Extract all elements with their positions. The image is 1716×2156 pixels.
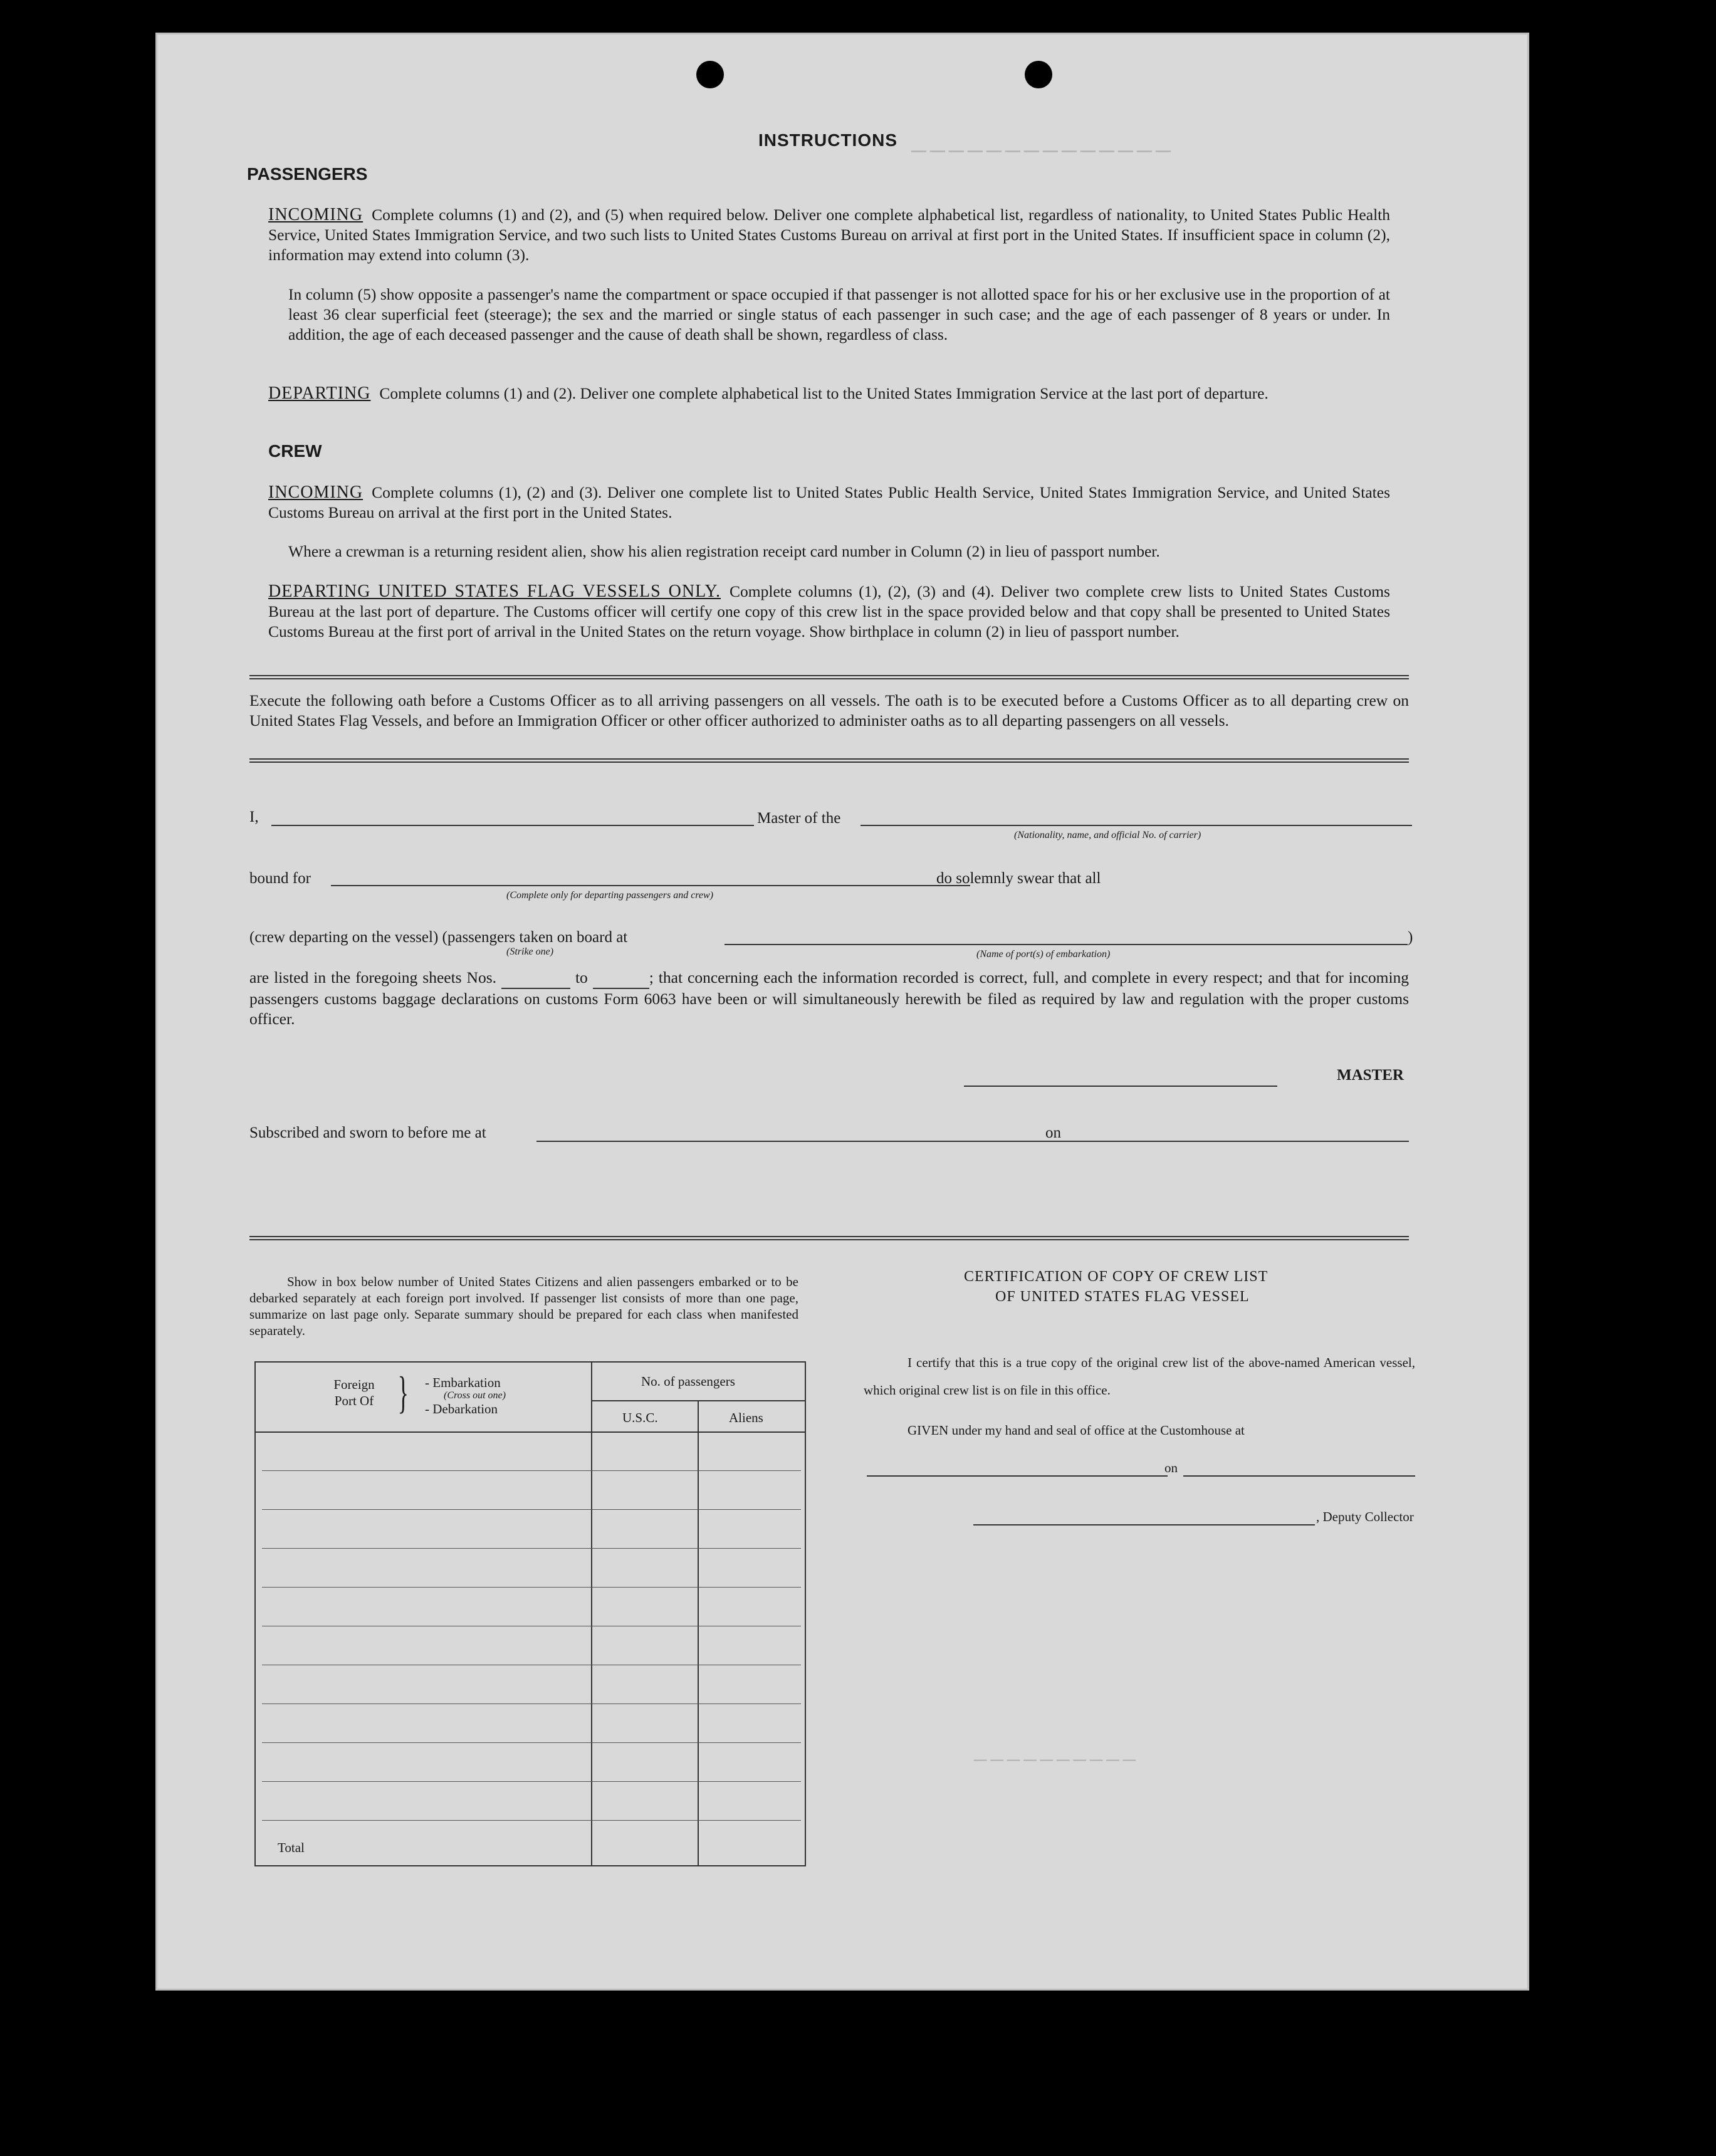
table-row [262, 1820, 801, 1821]
passengers-departing-text: Complete columns (1) and (2). Deliver one complete alphabetical list to the United States Immigration Service at the last port of departure. [379, 384, 1269, 402]
table-row [262, 1703, 801, 1704]
certification-date-field[interactable] [1183, 1475, 1415, 1477]
passengers-heading: PASSENGERS [247, 164, 368, 184]
listed-to: to [575, 968, 588, 986]
given-text: GIVEN under my hand and seal of office at the Customhouse at [908, 1423, 1245, 1438]
sheet-to-field[interactable] [593, 968, 649, 989]
section-rule [249, 675, 1409, 679]
table-row [262, 1742, 801, 1743]
column5-paragraph: In column (5) show opposite a passenger's name the compartment or space occupied if that passenger is not allotted space for his or her exclusive use in the proportion of at least 36 clear superficial feet (steerage); the sex and the married or single status of each passenger in such case; and the age of each passenger of 8 years or under. In addition, the age of each deceased passenger and the cause of death shall be shown, regardless of class. [288, 285, 1390, 343]
table-row [262, 1781, 801, 1782]
embarkation-label: - Embarkation [425, 1375, 501, 1390]
crew-departing-label: DEPARTING UNITED STATES FLAG VESSELS ONLY. [268, 582, 721, 601]
total-label: Total [278, 1840, 305, 1855]
swear-text: do solemnly swear that all [936, 870, 1101, 887]
table-row [262, 1470, 801, 1471]
crew-departing-paragraph [268, 582, 1390, 642]
punch-hole-right [1025, 61, 1052, 88]
crew-incoming-label: INCOMING [268, 483, 364, 502]
master-signature-field[interactable] [964, 1086, 1277, 1087]
table-row [262, 1548, 801, 1549]
master-label: MASTER [1337, 1067, 1404, 1084]
deputy-collector-signature[interactable] [973, 1524, 1315, 1525]
deputy-collector-label: , Deputy Collector [1316, 1509, 1414, 1524]
col-divider-1 [591, 1363, 592, 1865]
document-page [155, 33, 1529, 1991]
certification-title-1: CERTIFICATION OF COPY OF CREW LIST [964, 1269, 1269, 1285]
instructions-title: INSTRUCTIONS [758, 130, 897, 150]
bleed-through-texture: ────────────── [908, 139, 1171, 167]
oath-listed-paragraph [249, 968, 1409, 1029]
aliens-header: Aliens [729, 1410, 763, 1425]
carrier-field[interactable] [861, 825, 1412, 826]
subscribed-on-label: on [1045, 1124, 1061, 1141]
passengers-departing-paragraph [268, 384, 1390, 404]
header-rule [256, 1431, 805, 1433]
strike-one-note: (Strike one) [506, 946, 554, 957]
passengers-incoming-text: Complete columns (1) and (2), and (5) when required below. Deliver one complete alphabetical list, regardless of nationality, to United States Public Health Service, United States Immigration Service, and two such lists to United States Customs Bureau on arrival at first port in the United States. If insufficient space in column (2), information may extend into column (3). [268, 206, 1390, 264]
certification-title-2: OF UNITED STATES FLAG VESSEL [995, 1289, 1250, 1305]
foreign-port-label: Foreign Port Of [333, 1377, 375, 1408]
sheet-from-field[interactable] [501, 968, 570, 989]
listed-text-a: are listed in the foregoing sheets Nos. [249, 968, 497, 986]
oath-intro: Execute the following oath before a Customs Officer as to all arriving passengers on all vessels. The oath is to be executed before a Customs Officer as to all departing crew on United States Flag Vessels, and before an Immigration Officer or other officer authorized to administer oaths as to all departing passengers on all vessels. [249, 691, 1409, 730]
certification-on-label: on [1164, 1460, 1178, 1475]
punch-hole-left [696, 61, 724, 88]
carrier-note: (Nationality, name, and official No. of carrier) [1014, 830, 1201, 840]
crew-departing-text: Complete columns (1), (2), (3) and (4). Deliver two complete crew lists to United States Customs Bureau at the last port of departure. The Customs officer will certify one copy of this crew list in the space provided below and that copy shall be presented to United States Customs Bureau at the first port of arrival in the United States on the return voyage. Show birthplace in column (2) in lieu of passport number. [268, 582, 1390, 641]
no-passengers-header: No. of passengers [641, 1374, 735, 1389]
ports-note: (Name of port(s) of embarkation) [976, 949, 1111, 960]
summary-table [254, 1361, 806, 1866]
section-rule [249, 1236, 1409, 1240]
crew-incoming-paragraph [268, 483, 1390, 523]
summary-instructions: Show in box below number of United States Citizens and alien passengers embarked or to be debarked separately at each foreign port involved. If passenger list consists of more than one page, summarize on last page only. Separate summary should be prepared for each class when manifested separately. [249, 1274, 798, 1338]
customhouse-field[interactable] [867, 1475, 1168, 1477]
subscribed-date-field[interactable] [1064, 1141, 1409, 1142]
master-of-the-label: Master of the [757, 810, 841, 827]
table-row [262, 1587, 801, 1588]
crew-heading: CREW [268, 441, 322, 461]
passengers-incoming-label: INCOMING [268, 205, 364, 224]
subscribed-label: Subscribed and sworn to before me at [249, 1124, 486, 1141]
bound-for-field[interactable] [331, 885, 970, 886]
master-name-field[interactable] [271, 825, 754, 826]
bleed-through-texture: ────────── [970, 1750, 1136, 1774]
usc-header: U.S.C. [622, 1410, 658, 1425]
brace-icon: } [397, 1368, 409, 1418]
debarkation-label: - Debarkation [425, 1401, 498, 1416]
passengers-incoming-paragraph [268, 205, 1390, 265]
cross-out-note: (Cross out one) [444, 1390, 506, 1401]
close-paren: ) [1408, 929, 1413, 946]
passengers-departing-label: DEPARTING [268, 384, 371, 403]
bound-for-label: bound for [249, 870, 311, 887]
crew-resident-paragraph: Where a crewman is a returning resident alien, show his alien registration receipt card number in Column (2) in lieu of passport number. [288, 542, 1160, 560]
bound-for-note: (Complete only for departing passengers and crew) [506, 890, 714, 901]
listed-text-b: ; that concerning each the information recorded is correct, full, and complete in every respect; and that for incoming passengers customs baggage declarations on customs Form 6063 have been or will simultaneously herewith be filed as required by law and regulation with the proper customs officer. [249, 968, 1410, 1028]
table-row [262, 1509, 801, 1510]
section-rule [249, 758, 1409, 763]
crew-incoming-text: Complete columns (1), (2) and (3). Deliver one complete list to United States Public Health Service, United States Immigration Service, and United States Customs Bureau on arrival at the first port in the United States. [268, 483, 1390, 521]
certification-text: I certify that this is a true copy of the original crew list of the above-named American vessel, which original crew list is on file in this office. [864, 1355, 1415, 1398]
passengers-subheader-rule [591, 1400, 805, 1401]
embarkation-ports-field[interactable] [725, 944, 1408, 945]
crew-departing-text: (crew departing on the vessel) (passengers taken on board at [249, 929, 628, 946]
oath-i-label: I, [249, 808, 259, 825]
